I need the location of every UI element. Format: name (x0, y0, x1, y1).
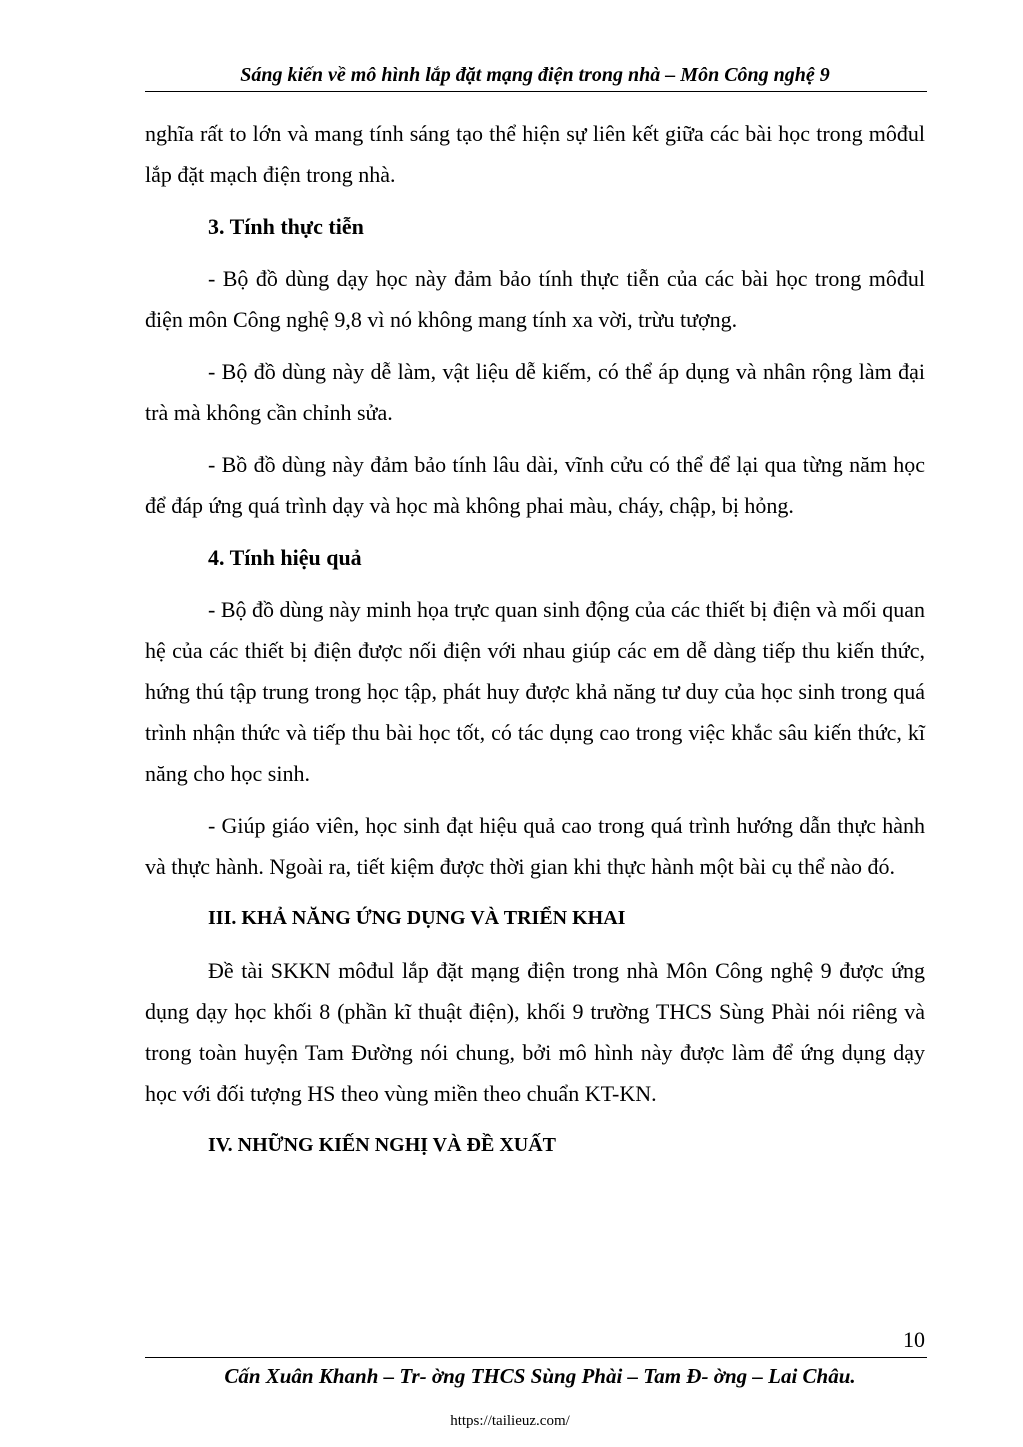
paragraph-application: Đề tài SKKN môđul lắp đặt mạng điện trong nhà Môn Công nghệ 9 được ứng dụng dạy học khối 8 (phần kĩ thuật điện), khối 9 trường THCS Sùng Phài nói riêng và trong toàn huyện Tam Đường nói chung, bởi mô hình này được làm để ứng dụng dạy học với đối tượng HS theo vùng miền theo chuẩn KT-KN. (145, 958, 925, 1106)
paragraph-practicality-3: - Bồ đồ dùng này đảm bảo tính lâu dài, vĩnh cửu có thể để lại qua từng năm học để đáp ứng quá trình dạy và học mà không phai màu, cháy, chập, bị hỏng. (145, 452, 925, 518)
section-heading-application: III. KHẢ NĂNG ỨNG DỤNG VÀ TRIỂN KHAI (208, 907, 626, 929)
paragraph-practicality-1: - Bộ đồ dùng dạy học này đảm bảo tính thực tiễn của các bài học trong môđul điện môn Công nghệ 9,8 vì nó không mang tính xa vời, trừu tượng. (145, 266, 925, 332)
section-heading-practicality: 3. Tính thực tiễn (208, 214, 364, 239)
section-heading-recommendations: IV. NHỮNG KIẾN NGHỊ VÀ ĐỀ XUẤT (208, 1134, 557, 1156)
paragraph-effectiveness-2: - Giúp giáo viên, học sinh đạt hiệu quả cao trong quá trình hướng dẫn thực hành và thực hành. Ngoài ra, tiết kiệm được thời gian khi thực hành một bài cụ thể nào đó. (145, 813, 925, 879)
footer-divider (145, 1357, 927, 1358)
running-footer: Cấn Xuân Khanh – Tr- ờng THCS Sùng Phài – Tam Đ- ờng – Lai Châu. (224, 1364, 856, 1388)
paragraph-effectiveness-1: - Bộ đồ dùng này minh họa trực quan sinh động của các thiết bị điện và mối quan hệ của các thiết bị điện được nối điện với nhau giúp các em dễ dàng tiếp thu kiến thức, hứng thú tập trung trong học tập, phát huy được khả năng tư duy của học sinh trong quá trình nhận thức và tiếp thu bài học tốt, có tác dụng cao trong việc khắc sâu kiến thức, kĩ năng cho học sinh. (145, 597, 925, 786)
source-url: https://tailieuz.com/ (450, 1413, 570, 1429)
section-heading-effectiveness: 4. Tính hiệu quả (208, 545, 362, 570)
document-body (145, 113, 925, 1177)
running-header: Sáng kiến về mô hình lắp đặt mạng điện trong nhà – Môn Công nghệ 9 (240, 64, 830, 86)
page-number: 10 (903, 1327, 925, 1352)
paragraph-continuation: nghĩa rất to lớn và mang tính sáng tạo thể hiện sự liên kết giữa các bài học trong môđul lắp đặt mạch điện trong nhà. (145, 121, 925, 187)
paragraph-practicality-2: - Bộ đồ dùng này dễ làm, vật liệu dễ kiếm, có thể áp dụng và nhân rộng làm đại trà mà không cần chỉnh sửa. (145, 359, 925, 425)
header-divider (145, 91, 927, 92)
